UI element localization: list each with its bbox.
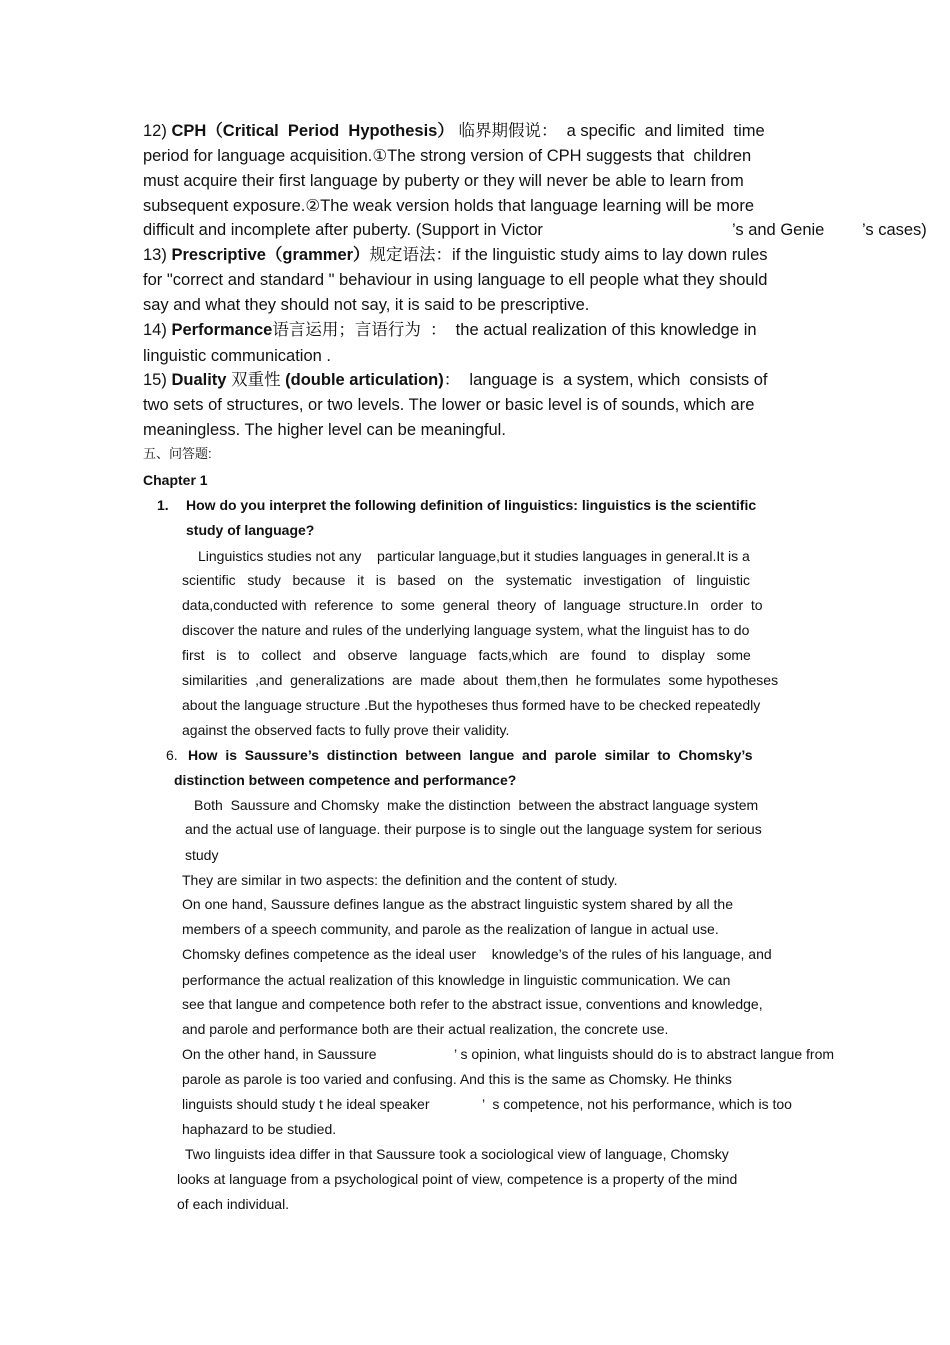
answer-6-line: study [185, 847, 219, 863]
answer-6-line: of each individual. [177, 1196, 290, 1212]
definition-12-line-4: subsequent exposure.②The weak version holds that language learning will be more [143, 197, 754, 215]
definition-term: CPH [171, 122, 207, 140]
answer-6-line: and parole and performance both are their actual realization, the concrete use. [182, 1021, 669, 1037]
definition-chinese: 语言运用；言语行为 [272, 321, 421, 339]
definition-15-line-1 [143, 372, 767, 389]
answer-1-line: similarities ,and generalizations are made about them,then he formulates some hypotheses [182, 672, 779, 688]
definition-text: ： the actual realization of this knowledge in [430, 321, 757, 339]
question-number: 6. [166, 747, 178, 763]
definition-12-line-3: must acquire their first language by puberty or they will never be able to learn from [143, 172, 744, 190]
answer-1-line: about the language structure .But the hypotheses thus formed have to be checked repeatedly [182, 697, 761, 713]
answer-1-line: data,conducted with reference to some general theory of language structure.In order to [182, 597, 763, 613]
definition-15-line-3: meaningless. The higher level can be meaningful. [143, 421, 506, 439]
definition-chinese: 临界期假说 [458, 122, 541, 140]
answer-6-line: haphazard to be studied. [182, 1121, 337, 1137]
answer-6-line: members of a speech community, and parole as the realization of langue in actual use. [182, 921, 719, 937]
definition-12-line-5c: ’s cases) [862, 221, 927, 239]
definition-text: ：if the linguistic study aims to lay down rules [435, 246, 768, 264]
section-heading: 五、问答题: [143, 446, 212, 461]
definition-15-line-2: two sets of structures, or two levels. The lower or basic level is of sounds, which are [143, 396, 755, 414]
definition-12-line-2: period for language acquisition.①The strong version of CPH suggests that children [143, 147, 752, 165]
definition-12-line-5: difficult and incomplete after puberty. (Support in Victor [143, 221, 543, 239]
answer-1-line: against the observed facts to fully prove their validity. [182, 722, 510, 738]
answer-6-line: Two linguists idea differ in that Saussure took a sociological view of language, Chomsky [185, 1146, 729, 1162]
question-6-line-2: distinction between competence and performance? [174, 772, 517, 788]
answer-6-line: They are similar in two aspects: the definition and the content of study. [182, 872, 618, 888]
answer-6-line: On the other hand, in Saussure [182, 1046, 377, 1062]
answer-6-line: Both Saussure and Chomsky make the distinction between the abstract language system [194, 797, 759, 813]
definition-13-line-2: for "correct and standard " behaviour in using language to ell people what they should [143, 271, 768, 289]
answer-6-line: linguists should study t he ideal speaker [182, 1096, 430, 1112]
definition-term-extra: (double articulation) [285, 371, 444, 389]
definition-text: ： language is a system, which consists of [443, 371, 768, 389]
definition-term: Performance [171, 321, 273, 339]
definition-chinese: 规定语法 [369, 246, 436, 264]
answer-1-line: scientific study because it is based on the systematic investigation of linguistic [182, 572, 751, 588]
definition-12-line-1 [143, 123, 765, 140]
definition-chinese: 双重性 [231, 371, 281, 389]
definition-text: ： a specific and limited time [540, 122, 765, 140]
definition-14-line-2: linguistic communication . [143, 347, 331, 365]
question-6-line-1: How is Saussure’s distinction between langue and parole similar to Chomsky’s [188, 747, 753, 763]
answer-1-line: Linguistics studies not any particular language,but it studies languages in general.It is a [198, 548, 750, 564]
question-number: 1. [157, 497, 169, 513]
answer-6-line: looks at language from a psychological point of view, competence is a property of the mind [177, 1171, 738, 1187]
definition-number: 13) [143, 246, 167, 264]
definition-13-line-3: say and what they should not say, it is said to be prescriptive. [143, 296, 590, 314]
definition-term-extra: （Critical Period Hypothesis） [206, 122, 454, 140]
definition-number: 12) [143, 122, 167, 140]
definition-term: Prescriptive（grammer） [171, 246, 370, 264]
answer-6-line: Chomsky defines competence as the ideal user knowledge’s of the rules of his language, and [182, 946, 772, 962]
definition-12-line-5b: ’s and Genie [732, 221, 825, 239]
definition-14-line-1 [143, 322, 757, 339]
question-1-line-1: How do you interpret the following definition of linguistics: linguistics is the scientific [186, 497, 757, 513]
answer-6-line: see that langue and competence both refer to the abstract issue, conventions and knowledge, [182, 996, 763, 1012]
answer-6-line: performance the actual realization of this knowledge in linguistic communication. We can [182, 972, 731, 988]
definition-number: 14) [143, 321, 167, 339]
definition-term: Duality [171, 371, 227, 389]
answer-6-line: parole as parole is too varied and confusing. And this is the same as Chomsky. He thinks [182, 1071, 732, 1087]
answer-6-line: ’ s competence, not his performance, which is too [482, 1096, 792, 1112]
answer-1-line: discover the nature and rules of the underlying language system, what the linguist has to do [182, 622, 750, 638]
definition-number: 15) [143, 371, 167, 389]
answer-6-line: On one hand, Saussure defines langue as the abstract linguistic system shared by all the [182, 896, 733, 912]
definition-13-line-1 [143, 247, 768, 264]
answer-6-line: ’ s opinion, what linguists should do is to abstract langue from [454, 1046, 835, 1062]
question-1-line-2: study of language? [186, 522, 315, 538]
chapter-heading: Chapter 1 [143, 472, 208, 488]
answer-1-line: first is to collect and observe language facts,which are found to display some [182, 647, 751, 663]
answer-6-line: and the actual use of language. their purpose is to single out the language system for serious [185, 821, 762, 837]
